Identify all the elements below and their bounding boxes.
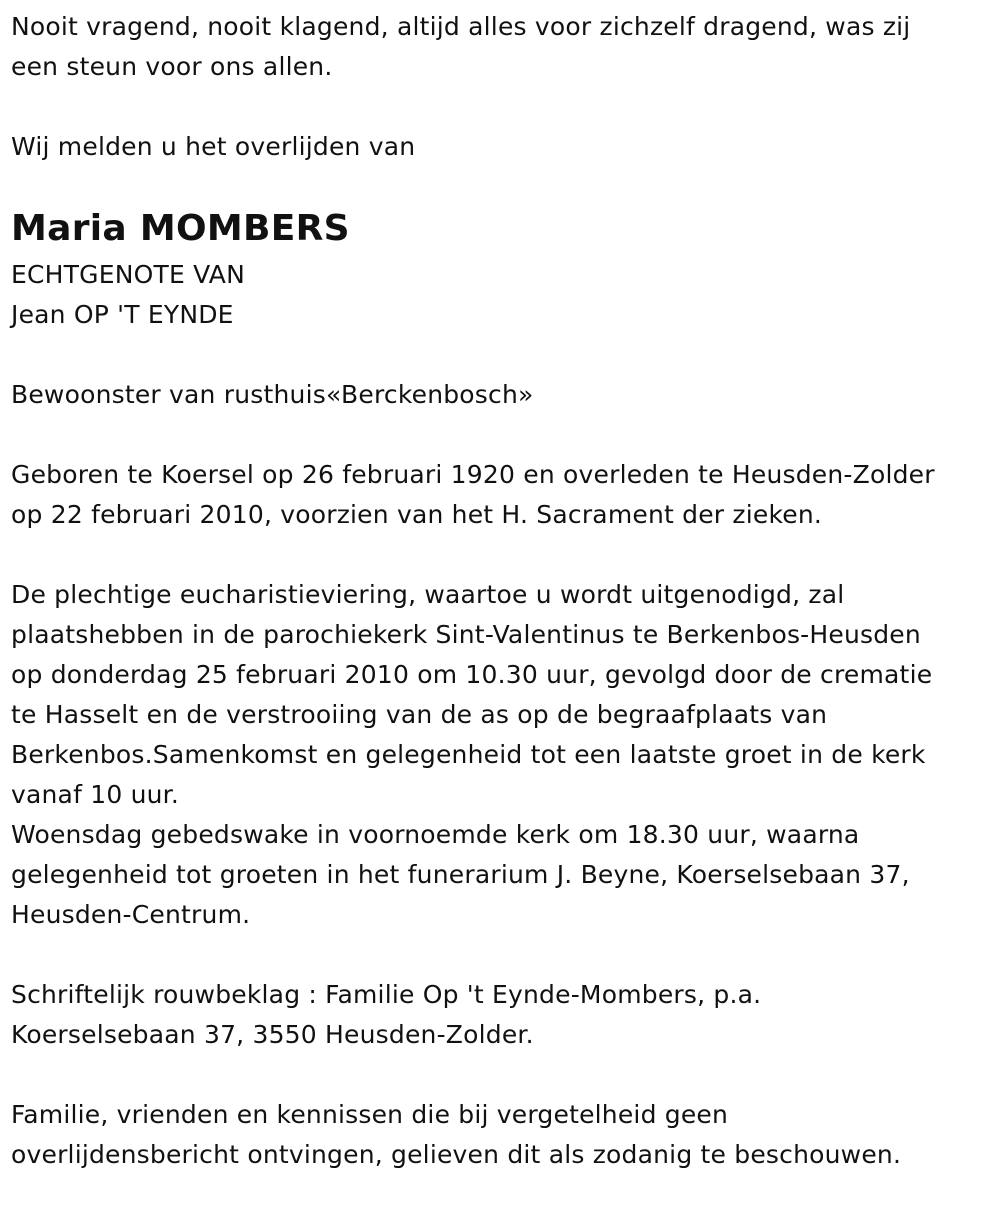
death-notice [11,7,991,1215]
relation-text: ECHTGENOTE VAN [11,260,245,289]
birth-death-line-2: op 22 februari 2010, voorzien van het H. Sacrament der zieken. [11,500,823,529]
birth-death-paragraph [11,455,991,535]
vigil-line-2: gelegenheid tot groeten in het funerarium J. Beyne, Koerselsebaan 37, [11,860,910,889]
condolences-line-1: Schriftelijk rouwbeklag : Familie Op 't Eynde-Mombers, p.a. [11,980,762,1009]
announcement-paragraph [11,127,991,167]
intro-paragraph [11,7,991,87]
closing-line-1: Familie, vrienden en kennissen die bij vergetelheid geen [11,1100,729,1129]
ceremony-line-4: te Hasselt en de verstrooiing van de as op de begraafplaats van [11,700,828,729]
closing-line-2: overlijdensbericht ontvingen, gelieven dit als zodanig te beschouwen. [11,1140,902,1169]
ceremony-line-1: De plechtige eucharistieviering, waartoe u wordt uitgenodigd, zal [11,580,845,609]
deceased-block [11,203,991,335]
condolences-line-2: Koerselsebaan 37, 3550 Heusden-Zolder. [11,1020,534,1049]
intro-line-2: een steun voor ons allen. [11,52,333,81]
ceremony-line-6: vanaf 10 uur. [11,780,180,809]
closing-paragraph [11,1095,991,1175]
intro-line-1: Nooit vragend, nooit klagend, altijd alles voor zichzelf dragend, was zij [11,12,911,41]
residence-paragraph [11,375,991,415]
ceremony-line-5: Berkenbos.Samenkomst en gelegenheid tot een laatste groet in de kerk [11,740,926,769]
vigil-line-1: Woensdag gebedswake in voornoemde kerk om 18.30 uur, waarna [11,820,860,849]
residence-text: Bewoonster van rusthuis«Berckenbosch» [11,380,534,409]
announcement-text: Wij melden u het overlijden van [11,132,416,161]
spouse-name: Jean OP 'T EYNDE [11,300,234,329]
vigil-line-3: Heusden-Centrum. [11,900,251,929]
condolences-paragraph [11,975,991,1055]
birth-death-line-1: Geboren te Koersel op 26 februari 1920 en overleden te Heusden-Zolder [11,460,935,489]
ceremony-paragraph [11,575,991,935]
ceremony-line-2: plaatshebben in de parochiekerk Sint-Valentinus te Berkenbos-Heusden [11,620,921,649]
deceased-name: Maria MOMBERS [11,208,350,249]
ceremony-line-3: op donderdag 25 februari 2010 om 10.30 uur, gevolgd door de crematie [11,660,933,689]
